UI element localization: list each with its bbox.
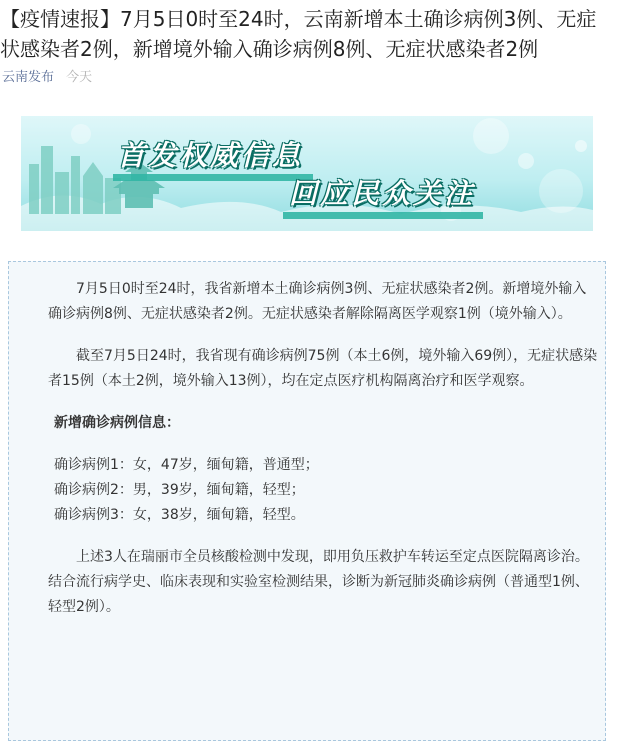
paragraph-diagnosis: 上述3人在瑞丽市全员核酸检测中发现，即用负压救护车转运至定点医院隔离诊治。结合流行病学史、临床表现和实验室检测结果，诊断为新冠肺炎确诊病例（普通型1例、轻型2例）。 — [48, 549, 589, 615]
banner-slogan-2: 回应民众关注 — [289, 177, 476, 210]
banner-image — [21, 116, 593, 231]
banner-slogan-1: 首发权威信息 — [117, 139, 304, 172]
publish-date: 今天 — [66, 70, 93, 85]
article-title: 【疫情速报】7月5日0时至24时，云南新增本土确诊病例3例、无症状感染者2例，新增境外输入确诊病例8例、无症状感染者2例 — [0, 7, 597, 61]
case-item: 确诊病例2：男，39岁，缅甸籍，轻型； — [54, 482, 305, 498]
article-body — [48, 277, 598, 620]
author-link[interactable]: 云南发布 — [2, 70, 55, 85]
article-meta — [2, 69, 92, 87]
section-heading: 新增确诊病例信息： — [54, 415, 180, 431]
paragraph-new-cases: 7月5日0时至24时，我省新增本土确诊病例3例、无症状感染者2例。新增境外输入确诊病例8例、无症状感染者2例。无症状感染者解除隔离医学观察1例（境外输入）。 — [48, 281, 587, 322]
case-item: 确诊病例1：女，47岁，缅甸籍，普通型； — [54, 457, 319, 473]
case-item: 确诊病例3：女，38岁，缅甸籍，轻型。 — [54, 507, 305, 523]
paragraph-current-cases: 截至7月5日24时，我省现有确诊病例75例（本土6例，境外输入69例），无症状感染者15例（本土2例，境外输入13例），均在定点医疗机构隔离治疗和医学观察。 — [48, 348, 598, 389]
